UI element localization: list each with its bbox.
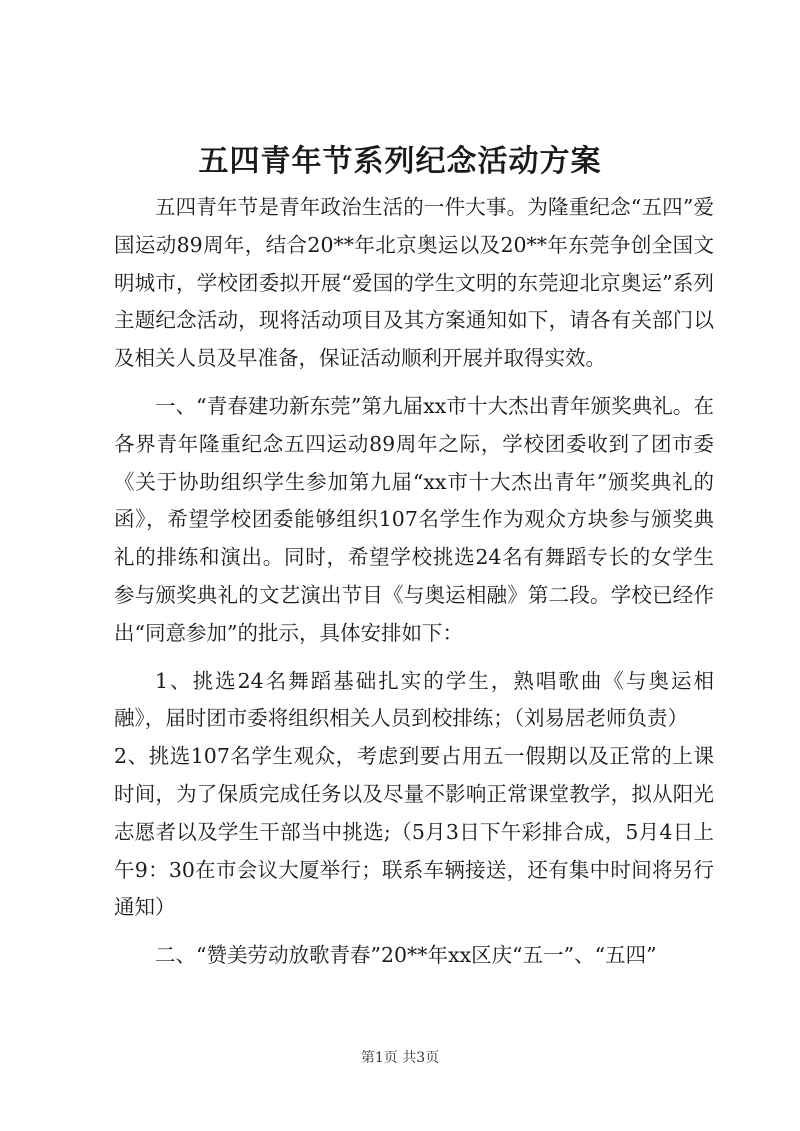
- document-body: [114, 189, 714, 975]
- paragraph-intro: 五四青年节是青年政治生活的一件大事。为隆重纪念“五四”爱国运动89周年，结合20**年北京奥运以及20**年东莞争创全国文明城市，学校团委拟开展“爱国的学生文明的东莞迎北京奥运”系列主题纪念活动，现将活动项目及其方案通知如下，请各有关部门以及相关人员及早准备，保证活动顺利开展并取得实效。: [114, 195, 714, 371]
- page-number: 第1页 共3页: [360, 1050, 440, 1066]
- paragraph-section-two: 二、“赞美劳动放歌青春”20**年xx区庆“五一”、“五四”: [155, 943, 657, 968]
- paragraph-section-one: 一、“青春建功新东莞”第九届xx市十大杰出青年颁奖典礼。在各界青年隆重纪念五四运动89周年之际，学校团委收到了团市委《关于协助组织学生参加第九届“xx市十大杰出青年”颁奖典礼的函》，希望学校团委能够组织107名学生作为观众方块参与颁奖典礼的排练和演出。同时，希望学校挑选24名有舞蹈专长的女学生参与颁奖典礼的文艺演出节目《与奥运相融》第二段。学校已经作出“同意参加”的批示，具体安排如下：: [114, 393, 714, 645]
- document-title: 五四青年节系列纪念活动方案: [198, 144, 602, 179]
- paragraph-item-one: 1、挑选24名舞蹈基础扎实的学生，熟唱歌曲《与奥运相融》，届时团市委将组织相关人员到校排练；（刘易居老师负责）: [114, 668, 714, 731]
- paragraph-item-two: 2、挑选107名学生观众，考虑到要占用五一假期以及正常的上课时间，为了保质完成任务以及尽量不影响正常课堂教学，拟从阳光志愿者以及学生干部当中挑选;（5月3日下午彩排合成，5月4日上午9：30在市会议大厦举行；联系车辆接送，还有集中时间将另行通知）: [114, 744, 714, 920]
